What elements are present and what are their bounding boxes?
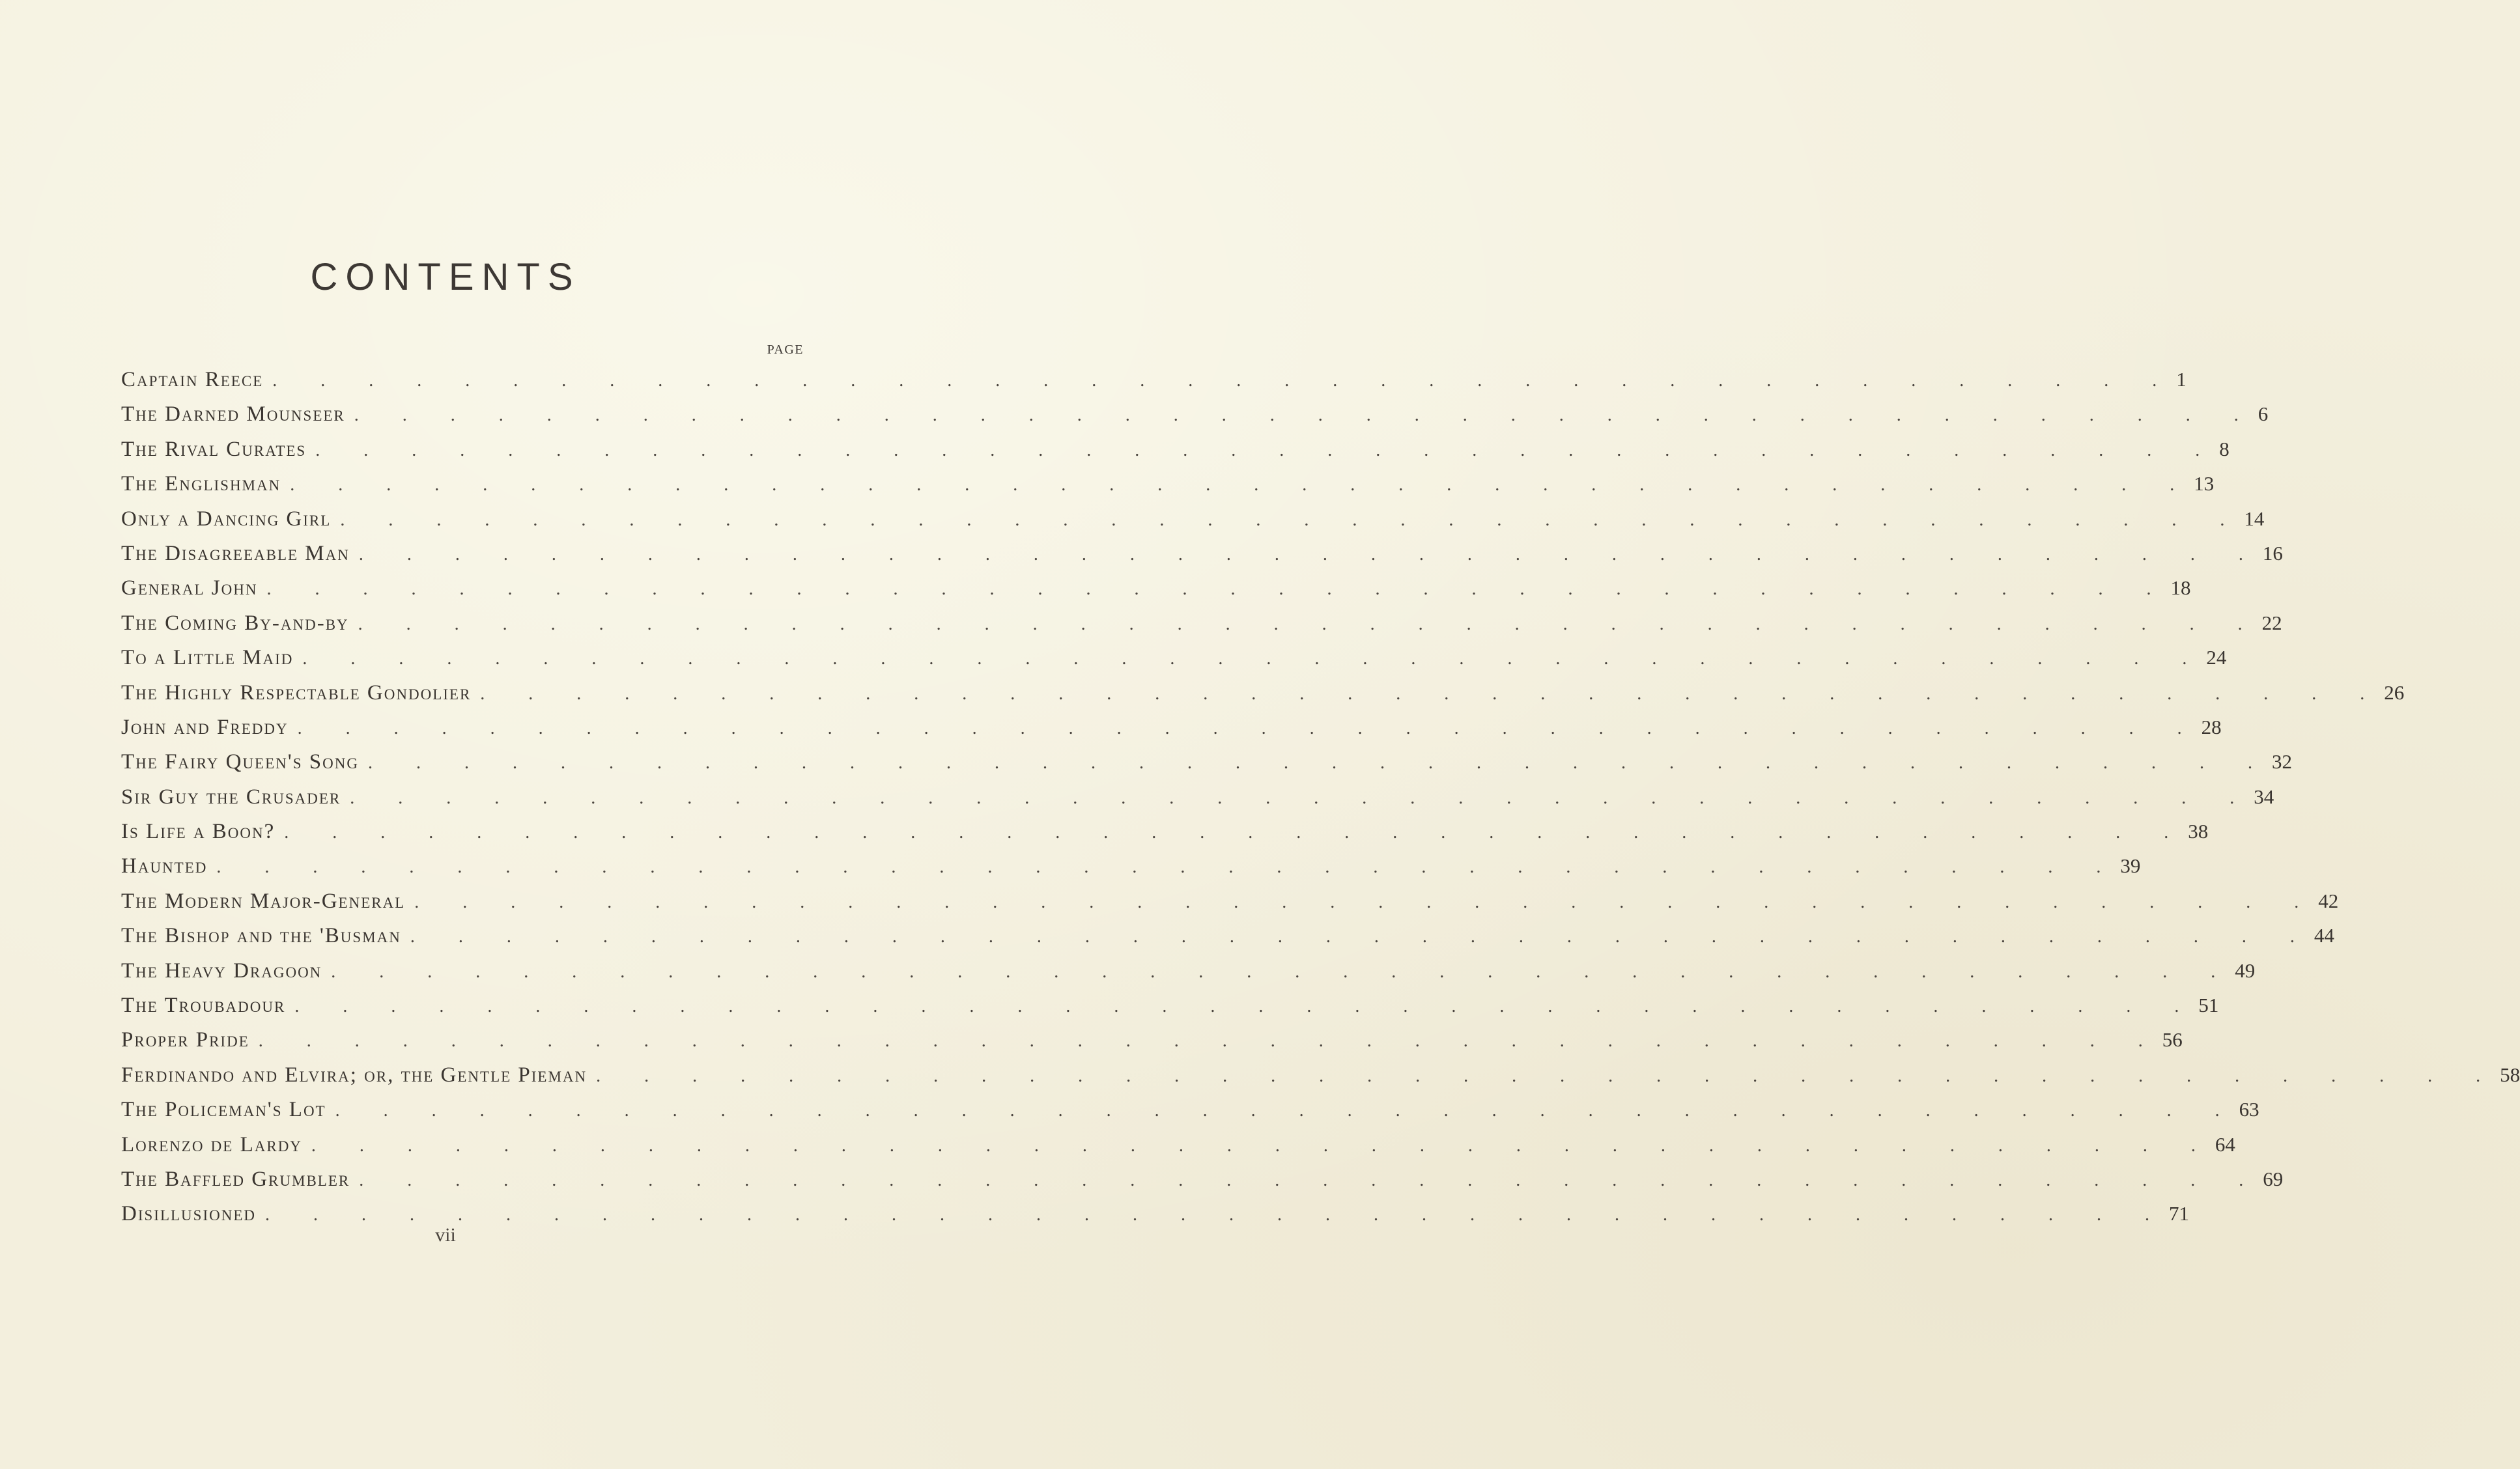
dot-leader: . . . . . . . . . . . . . . . . . . . . . . . . . . . . . . . . . . . . . . . . (359, 1169, 2263, 1190)
toc-entry (121, 1022, 2183, 1057)
dot-leader: . . . . . . . . . . . . . . . . . . . . . . . . . . . . . . . . . . . . . . . . (311, 1135, 2215, 1156)
entry-page-number: 22 (2261, 611, 2282, 634)
dot-leader: . . . . . . . . . . . . . . . . . . . . . . . . . . . . . . . . . . . . . . . . (266, 579, 2171, 600)
dot-leader: . . . . . . . . . . . . . . . . . . . . . . . . . . . . . . . . . . . . . . . . (272, 371, 2177, 391)
dot-leader: . . . . . . . . . . . . . . . . . . . . . . . . . . . . . . . . . . . . . . . . (297, 718, 2201, 738)
entry-title: Lorenzo de Lardy (121, 1132, 302, 1156)
dot-leader: . . . . . . . . . . . . . . . . . . . . . . . . . . . . . . . . . . . . . . . . (358, 613, 2262, 634)
entry-page-number: 38 (2188, 820, 2209, 843)
toc-entry (121, 1092, 2259, 1126)
toc-entry (121, 536, 2283, 570)
dot-leader: . . . . . . . . . . . . . . . . . . . . . . . . . . . . . . . . . . . . . . . . (290, 475, 2194, 496)
toc-entry (121, 814, 2209, 848)
page-column-label: PAGE (767, 343, 804, 357)
dot-leader: . . . . . . . . . . . . . . . . . . . . . . . . . . . . . . . . . . . . . . . . (331, 961, 2235, 982)
entry-title: The Coming By-and-by (121, 611, 349, 635)
entry-title: John and Freddy (121, 715, 289, 739)
dot-leader: . . . . . . . . . . . . . . . . . . . . . . . . . . . . . . . . . . . . . . . . (596, 1065, 2500, 1086)
entry-page-number: 44 (2314, 924, 2334, 947)
entry-title: The Englishman (121, 472, 281, 496)
entry-title: To a Little Maid (121, 646, 294, 670)
dot-leader: . . . . . . . . . . . . . . . . . . . . . . . . . . . . . . . . . . . . . . . . (302, 649, 2207, 669)
entry-title: Captain Reece (121, 368, 264, 391)
entry-title: Haunted (121, 854, 208, 878)
entry-title: The Darned Mounseer (121, 402, 345, 427)
entry-page-number: 24 (2206, 646, 2227, 669)
toc-entry (121, 779, 2274, 814)
entry-title: Ferdinando and Elvira; or, the Gentle Pieman (121, 1063, 588, 1087)
dot-leader: . . . . . . . . . . . . . . . . . . . . . . . . . . . . . . . . . . . . . . . . (354, 405, 2258, 426)
toc-entry (121, 432, 2230, 466)
entry-page-number: 51 (2198, 994, 2219, 1017)
entry-page-number: 34 (2254, 785, 2274, 808)
entry-page-number: 64 (2215, 1132, 2235, 1156)
toc-entry (121, 710, 2222, 744)
page-folio: vii (435, 1224, 456, 1246)
entry-title: The Policeman's Lot (121, 1098, 326, 1122)
entry-title: The Highly Respectable Gondolier (121, 680, 472, 705)
entry-title: The Rival Curates (121, 437, 307, 461)
entry-title: The Heavy Dragoon (121, 958, 322, 983)
dot-leader: . . . . . . . . . . . . . . . . . . . . . . . . . . . . . . . . . . . . . . . . (264, 1205, 2169, 1225)
entry-title: The Modern Major-General (121, 889, 406, 913)
entry-title: Disillusioned (121, 1202, 256, 1226)
entry-page-number: 18 (2170, 576, 2191, 600)
entry-page-number: 58 (2500, 1063, 2520, 1086)
entry-page-number: 14 (2244, 507, 2265, 530)
entry-page-number: 56 (2162, 1028, 2183, 1052)
toc-entry (121, 570, 2191, 605)
dot-leader: . . . . . . . . . . . . . . . . . . . . . . . . . . . . . . . . . . . . . . . . (258, 1031, 2162, 1052)
contents-heading: CONTENTS (310, 256, 581, 298)
dot-leader: . . . . . . . . . . . . . . . . . . . . . . . . . . . . . . . . . . . . . . . . (410, 927, 2314, 947)
toc-entry (121, 918, 2334, 953)
entry-page-number: 71 (2168, 1202, 2189, 1225)
entry-page-number: 69 (2263, 1167, 2284, 1190)
entry-title: Only a Dancing Girl (121, 507, 332, 531)
entry-title: The Baffled Grumbler (121, 1167, 350, 1191)
toc-entry (121, 675, 2405, 710)
toc-entry (121, 466, 2215, 501)
toc-entry (121, 988, 2219, 1022)
entry-title: The Bishop and the 'Busman (121, 924, 401, 948)
toc-entry (121, 884, 2339, 918)
dot-leader: . . . . . . . . . . . . . . . . . . . . . . . . . . . . . . . . . . . . . . . . (340, 509, 2244, 530)
toc-entry (121, 744, 2292, 779)
entry-page-number: 26 (2384, 680, 2405, 704)
entry-page-number: 32 (2271, 750, 2292, 774)
toc-entry (121, 501, 2265, 536)
entry-title: Is Life a Boon? (121, 820, 276, 844)
toc-entry (121, 1127, 2235, 1162)
entry-title: Proper Pride (121, 1028, 249, 1052)
toc-entry (121, 1057, 2520, 1092)
entry-page-number: 16 (2262, 541, 2283, 565)
toc-entry (121, 1162, 2284, 1196)
entry-title: The Disagreeable Man (121, 541, 350, 565)
toc-entry (121, 640, 2227, 675)
dot-leader: . . . . . . . . . . . . . . . . . . . . . . . . . . . . . . . . . . . . . . . . (284, 822, 2188, 843)
toc-entry (121, 953, 2256, 988)
toc-entry (121, 848, 2141, 883)
toc-entry (121, 606, 2282, 640)
entry-page-number: 49 (2235, 958, 2256, 982)
entry-page-number: 39 (2120, 854, 2141, 878)
dot-leader: . . . . . . . . . . . . . . . . . . . . . . . . . . . . . . . . . . . . . . . . (358, 544, 2263, 565)
dot-leader: . . . . . . . . . . . . . . . . . . . . . . . . . . . . . . . . . . . . . . . . (480, 683, 2385, 704)
entry-page-number: 8 (2219, 437, 2230, 460)
entry-page-number: 13 (2194, 472, 2215, 496)
entry-page-number: 42 (2318, 889, 2339, 912)
entry-title: The Troubadour (121, 994, 286, 1018)
dot-leader: . . . . . . . . . . . . . . . . . . . . . . . . . . . . . . . . . . . . . . . . (414, 891, 2319, 912)
dot-leader: . . . . . . . . . . . . . . . . . . . . . . . . . . . . . . . . . . . . . . . . (294, 996, 2199, 1017)
toc-entry (121, 362, 2187, 397)
entry-page-number: 1 (2176, 368, 2187, 391)
dot-leader: . . . . . . . . . . . . . . . . . . . . . . . . . . . . . . . . . . . . . . . . (315, 440, 2220, 460)
dot-leader: . . . . . . . . . . . . . . . . . . . . . . . . . . . . . . . . . . . . . . . . (367, 753, 2272, 774)
entry-title: General John (121, 576, 258, 600)
entry-title: The Fairy Queen's Song (121, 750, 359, 774)
dot-leader: . . . . . . . . . . . . . . . . . . . . . . . . . . . . . . . . . . . . . . . . (216, 857, 2121, 878)
entry-page-number: 63 (2239, 1098, 2259, 1121)
dot-leader: . . . . . . . . . . . . . . . . . . . . . . . . . . . . . . . . . . . . . . . . (350, 787, 2254, 808)
toc-entry (121, 397, 2269, 431)
dot-leader: . . . . . . . . . . . . . . . . . . . . . . . . . . . . . . . . . . . . . . . . (335, 1100, 2239, 1121)
contents-list (121, 362, 2520, 1231)
entry-page-number: 28 (2201, 715, 2222, 738)
entry-page-number: 6 (2258, 402, 2269, 426)
entry-title: Sir Guy the Crusader (121, 785, 341, 809)
